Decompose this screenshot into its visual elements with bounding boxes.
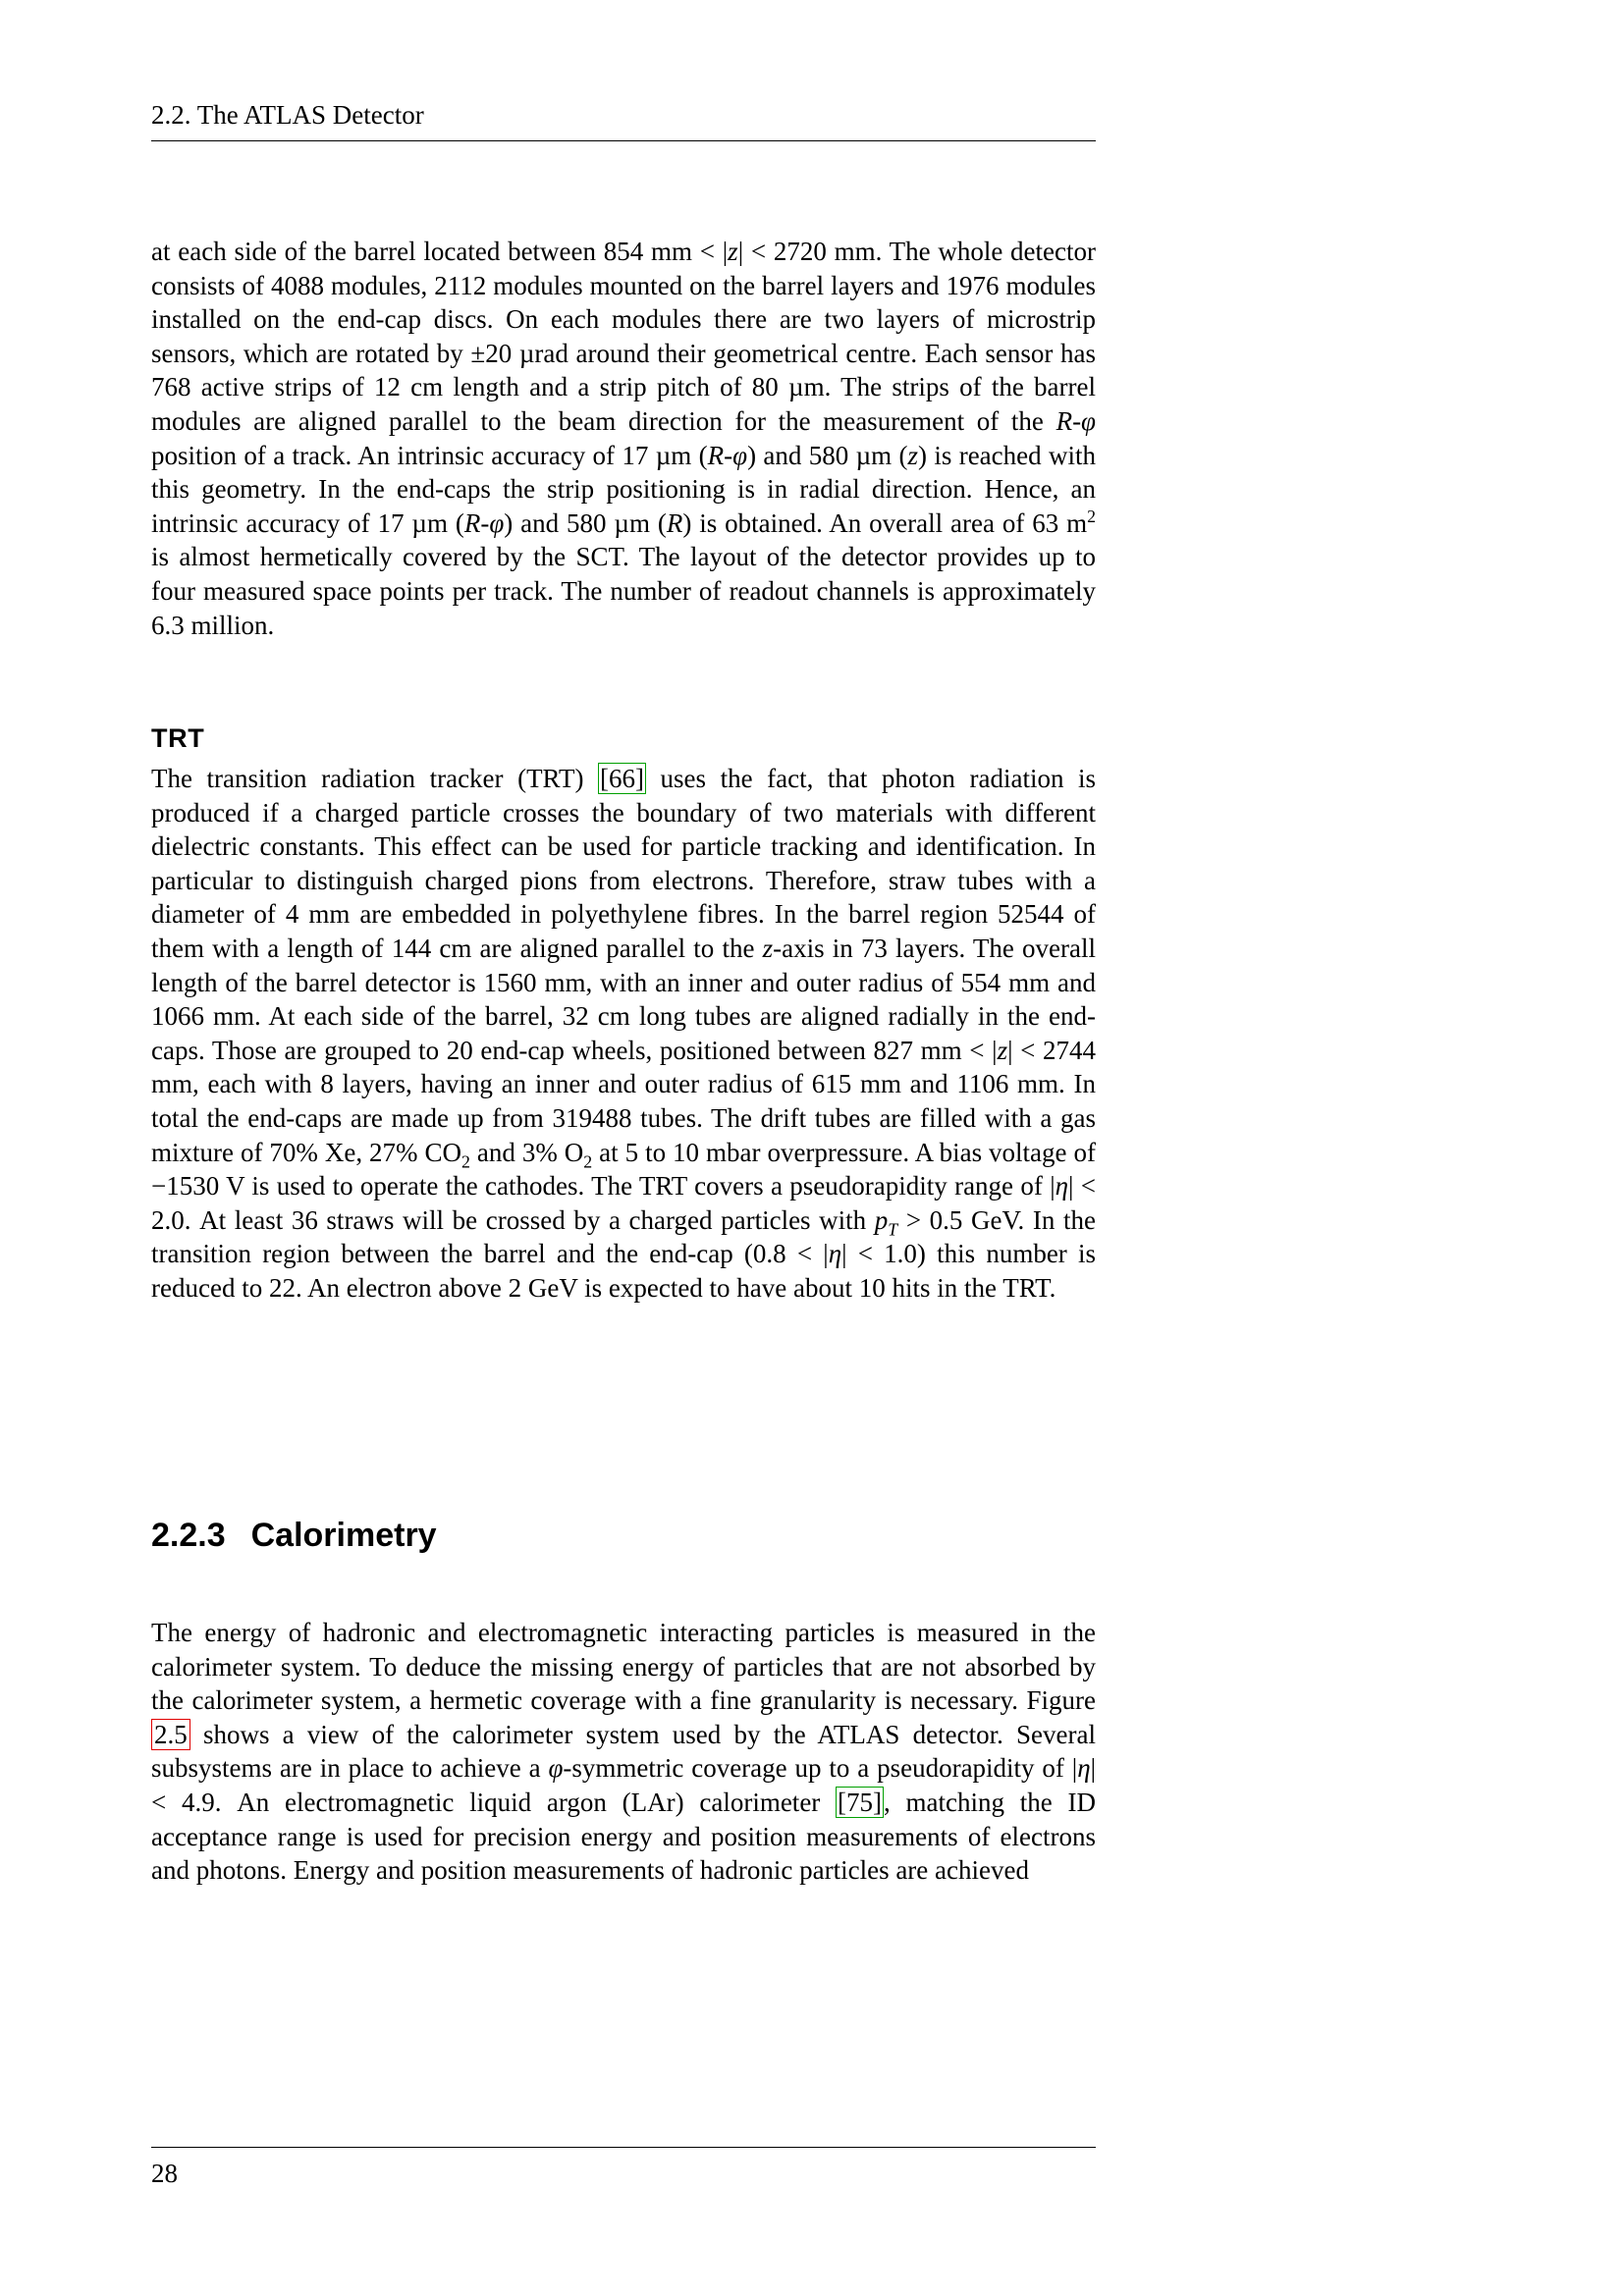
figure-ref-link[interactable]: 2.5 bbox=[151, 1719, 190, 1750]
math-italic-run: z bbox=[762, 933, 774, 963]
paragraph-sct: at each side of the barrel located between 854 mm < |z| < 2720 mm. The whole detector consists of 4088 modules, 2112 modules mounted on the barrel layers and 1976 modules installed on the end-cap discs. On each modules there are two layers of microstrip sensors, which are rotated by ±20 µrad around their geometrical centre. Each sensor has 768 active strips of 12 cm length and a strip pitch of 80 µm. The strips of the barrel modules are aligned parallel to the beam direction for the measurement of the R-φ position of a track. An intrinsic accuracy of 17 µm (R-φ) and 580 µm (z) is reached with this geometry. In the end-caps the strip positioning is in radial direction. Hence, an intrinsic accuracy of 17 µm (R-φ) and 580 µm (R) is obtained. An overall area of 63 $m^2$ is almost hermetically covered by the SCT. The layout of the detector provides up to four measured space points per track. The number of readout channels is approximately 6.3 million. bbox=[151, 237, 1096, 640]
subscript-run: 2 bbox=[583, 1150, 593, 1171]
math-italic-run: η bbox=[1055, 1171, 1069, 1201]
heading-trt: TRT bbox=[151, 723, 205, 753]
running-header bbox=[151, 99, 1096, 131]
math-italic-run: R-φ bbox=[1056, 405, 1096, 436]
citation-link[interactable]: [75] bbox=[838, 1787, 883, 1817]
paragraph-trt: The transition radiation tracker (TRT) [66] uses the fact, that photon radiation is produced if a charged particle crosses the boundary of two materials with different dielectric constants. This effect can be used for particle tracking and identification. In particular to distinguish charged pions from electrons. Therefore, straw tubes with a diameter of 4 mm are embedded in polyethylene fibres. In the barrel region 52544 of them with a length of 144 cm are aligned parallel to the z-axis in 73 layers. The overall length of the barrel detector is 1560 mm, with an inner and outer radius of 554 mm and 1066 mm. At each side of the barrel, 32 cm long tubes are aligned radially in the end-caps. Those are grouped to 20 end-cap wheels, positioned between 827 mm < |z| < 2744 mm, each with 8 layers, having an inner and outer radius of 615 mm and 1106 mm. In total the end-caps are made up from 319488 tubes. The drift tubes are filled with a gas mixture of 70% Xe, 27% $CO_2$ and 3% $O_2$ at 5 to 10 mbar overpressure. A bias voltage of −1530 V is used to operate the cathodes. The TRT covers a pseudorapidity range of |η| < 2.0. At least 36 straws will be crossed by a charged particles with $p_T > 0.5$ GeV. In the transition region between the barrel and the end-cap (0.8 < |η| < 1.0) this number is reduced to 22. An electron above 2 GeV is expected to have about 10 hits in the TRT. bbox=[151, 764, 1097, 1303]
math-italic-run: z bbox=[907, 440, 918, 470]
section-number: 2.2.3 bbox=[151, 1517, 226, 1554]
superscript-run: 2 bbox=[1087, 506, 1096, 526]
footer-rule bbox=[151, 2147, 1096, 2148]
page-number: 28 bbox=[151, 2159, 178, 2188]
math-italic-run: η bbox=[1077, 1753, 1091, 1784]
subscript-run: 2 bbox=[461, 1150, 470, 1171]
section-title: Calorimetry bbox=[250, 1517, 437, 1554]
math-italic-run: φ bbox=[548, 1753, 564, 1784]
math-italic-run: R-φ bbox=[707, 440, 748, 470]
math-italic-run: p bbox=[874, 1204, 889, 1235]
paragraph-calorimetry: The energy of hadronic and electromagnetic interacting particles is measured in the calorimeter system. To deduce the missing energy of particles that are not absorbed by the calorimeter system, a hermetic coverage with a fine granularity is necessary. Figure 2.5 shows a view of the calorimeter system used by the ATLAS detector. Several subsystems are in place to achieve a φ-symmetric coverage up to a pseudorapidity of |η| < 4.9. An electromagnetic liquid argon (LAr) calorimeter [75], matching the ID acceptance range is used for precision energy and position measurements of electrons and photons. Energy and position measurements of hadronic particles are achieved bbox=[151, 1618, 1097, 1886]
citation-link[interactable]: [66] bbox=[600, 764, 644, 793]
heading-calorimetry bbox=[151, 1517, 1096, 1555]
math-italic-run: z bbox=[997, 1035, 1008, 1065]
math-italic-run: η bbox=[828, 1239, 842, 1269]
math-italic-run: R bbox=[666, 507, 683, 538]
math-italic-run: R-φ bbox=[463, 507, 505, 538]
subscript-run: T bbox=[888, 1219, 898, 1240]
math-italic-run: z bbox=[728, 237, 738, 266]
header-rule bbox=[151, 140, 1096, 141]
running-header-title: 2.2. The ATLAS Detector bbox=[151, 100, 424, 130]
